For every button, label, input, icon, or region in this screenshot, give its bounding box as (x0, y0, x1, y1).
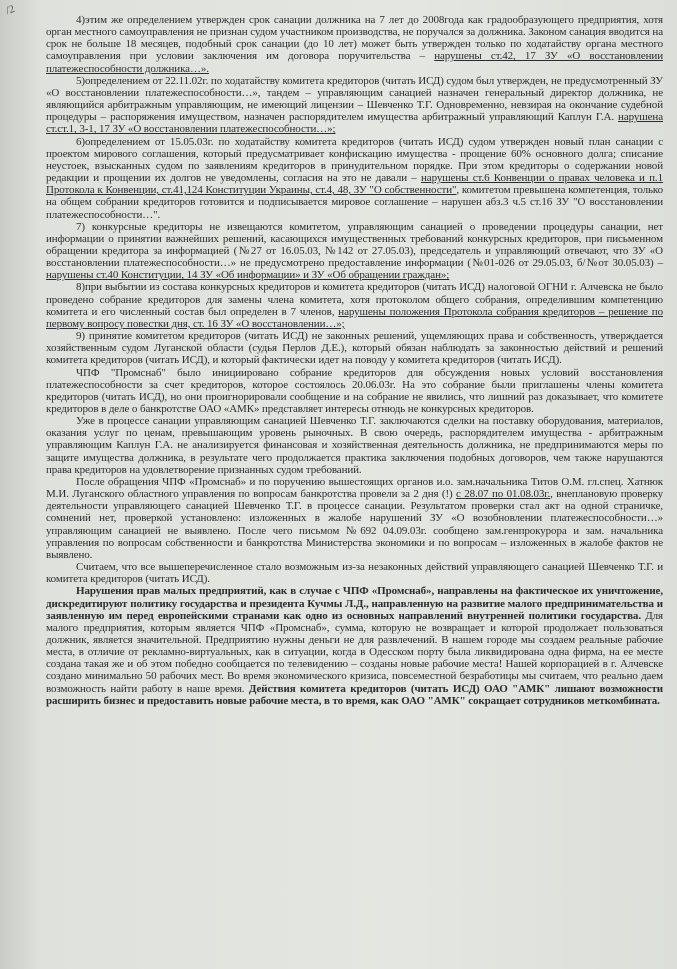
paragraph-p4 (46, 14, 663, 75)
paragraph-p9 (46, 330, 663, 366)
text-segment: нарушены положения Протокола собрания кредиторов – решение по первому вопросу повестки дня, ст. 16 ЗУ «О восстановлении…»; (46, 305, 663, 330)
text-segment: нарушены ст.42, 17 ЗУ «О восстановлении платежеспособности должника…». (46, 50, 663, 75)
paragraph-p12 (46, 476, 663, 561)
text-segment: с 28.07 по 01.08.03г. (456, 488, 551, 501)
text-segment: нарушены ст.6 Конвенции о правах человека и п.1 Протокола к Конвенции, ст.41,124 Конституции Украины, ст.4, 48, ЗУ "О собственности" (46, 172, 663, 197)
text-segment: 9) принятие комитетом кредиторов (читать ИСД) не законных решений, ущемляющих права и собственность, утверждается хозяйственным судом Луганской области (судья Перлов Д.Е.), который обязан наблюдать за законностью действий и решений комитета кредиторов (читать ИСД), и который фактически идет на поводу у комитета кредиторов (читать ИСД). (46, 330, 663, 367)
text-segment: , внеплановую проверку деятельности управляющего санацией Шевченко Т.Г. в процессе санации. Результатом проверки стал акт на одной страничке, сомнений нет, проверкой установлено: изложенных в жалобе нарушений ЗУ «О возобновлении платежеспособности…» управляющим санацией не выявлено. После чего письмом №692 04.09.03г. сообщено зам.генпрокурора и зам. начальника управления по вопросам собственности и банкротства Министерства экономики и по вопросам – изложенных в жалобе фактов не выявлено. (46, 488, 663, 561)
paragraph-p14 (46, 585, 663, 707)
paragraph-p10 (46, 367, 663, 416)
page-corner-mark: /2 (4, 2, 17, 18)
text-segment: 6)определением от 15.05.03г. по ходатайству комитета кредиторов (читать ИСД) судом утвержден новый план санации с проектом мирового соглашения, который предусматривает конфискацию имущества - прощение 60% основного долга; списание неустоек, взысканных судом по заявлениям кредиторов в принудительном порядке. При этом кредиторы о содержании новой редакции и прощении их долгов не уведомлены, согласия на это не давали – (46, 135, 663, 185)
text-segment: 5)определением от 22.11.02г. по ходатайству комитета кредиторов (читать ИСД) судом был утвержден, не предусмотренный ЗУ «О восстановлении платежеспособности…», тандем – управляющим санацией назначен генеральный директор должника, не являющийся арбитражным управляющим, не имеющий лицензии – Шевченко Т.Г. Одновременно, невзирая на окончание судебной процедуры – распоряжения имуществом, назначен распорядителем имущества арбитражный управляющий Каплун Г.А. (46, 74, 663, 124)
text-segment: нарушены ст.40 Конституции, 14 ЗУ «Об информации» и ЗУ «Об обращении граждан»; (46, 269, 450, 282)
paragraph-p8 (46, 281, 663, 330)
paragraph-p11 (46, 415, 663, 476)
document-body (46, 14, 663, 707)
text-segment: 8)при выбытии из состава конкурсных кредиторов и комитета кредиторов (читать ИСД) налоговой ОГНИ г. Алчевска не было проведено собрание кредиторов для замены члена комитета, хотя протоколом общего собрания, определившим компетенцию комитета и его численный состав был определен в 7 членов, (46, 281, 663, 318)
text-segment: ЧПФ "Промснаб" было инициировано собрание кредиторов для обсуждения новых условий восстановления платежеспособности за счет кредиторов, которое состоялось 20.06.03г. На это собрание были приглашены члены комитета кредиторов (читать ИСД), но они проигнорировали сообщение и на собрание не явились, что лишний раз доказывает, что комитете кредиторов в деле о банкротстве ОАО «АМК» представляет интересы отнюдь не конкурсных кредиторов. (46, 366, 663, 415)
text-segment: нарушена ст.ст.1, 3-1, 17 ЗУ «О восстановлении платежеспособности…»; (46, 111, 663, 136)
text-segment: Считаем, что все вышеперечисленное стало возможным из-за незаконных действий управляющего санацией Шевченко Т.Г. и комитета кредиторов (читать ИСД). (46, 561, 663, 586)
paragraph-p7 (46, 221, 663, 282)
paragraph-p13 (46, 561, 663, 585)
text-segment: 4)этим же определением утвержден срок санации должника на 7 лет до 2008года как градообразующего предприятия, хотя орган местного самоуправления не признан судом участником производства, не поручался за должника. Законом санация вводится на срок не больше 18 месяцев, подобный срок санации (до 10 лет) может быть утвержден только по ходатайству органа местного самоуправления при условии заключения им договора поручительства – (46, 14, 663, 63)
paragraph-p6 (46, 136, 663, 221)
text-segment: 7) конкурсные кредиторы не извещаются комитетом, управляющим санацией о проведении процедуры санации, нет информации о принятии важнейших решений, касающихся имущественных требований конкурсных кредиторов, при письменном обращении кредитора за информацией (№27 от 16.05.03, №142 от 27.05.03), председатель и управляющий отвечают, что ЗУ «О восстановлении платежеспособности…» не предусмотрено предоставление информации (№01-026 от 29.05.03, б/№от 30.05.03) – (46, 220, 663, 270)
paragraph-p5 (46, 75, 663, 136)
text-segment: Для малого предприятия, которым является ЧПФ «Промснаб», сумма, которую не возвращает и которой продолжает пользоваться должник, является значительной. Предприятию нужны деньги не для развлечений. В нашем городе мы создаем реальные рабочие места, в отличие от рекламно-виртуальных, как в ситуации, когда в Одесском порту была ликвидирована одна фирма, на ее месте создана такая же и об этом победно сообщается по телевидению – созданы новые рабочие места! Нашей корпорацией в г. Алчевске создано минимально 50 рабочих мест. Во время экономического кризиса, повсеместной безработицы мы считаем, что реально даем возможность найти работу в наше время. (46, 609, 664, 695)
text-segment: После обращения ЧПФ «Промснаб» и по поручению вышестоящих органов и.о. зам.начальника Титов О.М. гл.спец. Хатнюк М.И. Луганского областного управления по вопросам банкротства провели за 2 дня (!) (46, 475, 663, 501)
text-segment: , комитетом превышена компетенция, только на общем собрании кредиторов готовится и подписывается мировое соглашение – нарушен абз.3 ч.5 ст.16 ЗУ "О восстановлении платежеспособности…". (46, 184, 663, 221)
text-segment: Действия комитета кредиторов (читать ИСД) ОАО "АМК" лишают возможности расширить бизнес и предоставить новые рабочие места, в то время, как ОАО "АМК" сокращает сотрудников меткомбината. (46, 682, 663, 707)
text-segment: Нарушения прав малых предприятий, как в случае с ЧПФ «Промснаб», направлены на фактическое их уничтожение, дискредитируют политику государства и президента Кучмы Л.Д., направленную на развитие малого предпринимательства и заявленную им перед европейскими странами как одно из основных направлений внутренней политики государства. (46, 585, 663, 622)
text-segment: Уже в процессе санации управляющим санацией Шевченко Т.Г. заключаются сделки на поставку оборудования, материалов, оказания услуг по ценам, превышающим уровень рыночных. В свою очередь, распорядителем имущества - арбитражным управляющим Каплун Г.А. не анализируется финансовая и хозяйственная деятельность должника, не предпринимаются меры по защите имущества должника, в результате чего продолжается практика заключения подобных договоров, чем также нарушаются права кредиторов на удовлетворение признанных судом требований. (46, 415, 663, 476)
